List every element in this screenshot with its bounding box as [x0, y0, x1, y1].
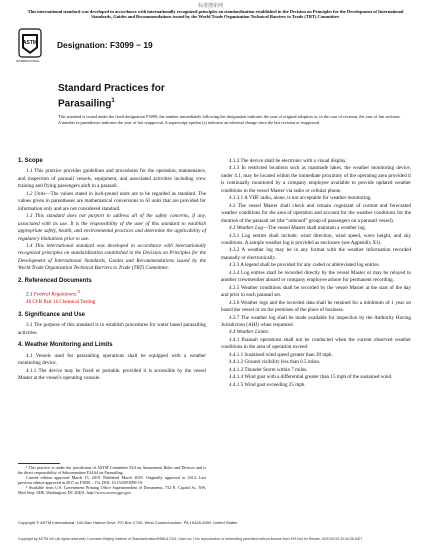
- title-line1: Standard Practices for: [58, 83, 165, 94]
- para-4-4-1: 4.4.1 Parasail operations shall not be conducted when the current observed weather conditions in the area of operation exceed:: [221, 336, 411, 351]
- para-4-3: 4.3 Weather Log—The vessel Master shall maintain a weather log.: [229, 225, 367, 232]
- para-4-1: 4.1 Vessels used for parasailing operations shall be equipped with a weather monitoring device.: [18, 352, 206, 367]
- para-4-4-1-1: 4.4.1.1 Sustained wind speed greater than 20 mph.: [229, 351, 333, 358]
- svg-text:ASTM: ASTM: [22, 40, 38, 46]
- para-1-3: 1.3 This standard does not purport to address all of the safety concerns, if any, associated with its use. It is the responsibility of the user of this standard to establish appropriate safety, health, and environmental practices and determine the applicability of regulatory limitations prior to use.: [18, 213, 206, 242]
- logo-sub: INTERNATIONAL: [16, 59, 40, 63]
- section-2-heading: 2. Referenced Documents: [18, 277, 92, 284]
- title-sup: 1: [111, 98, 115, 105]
- para-4-3-2: 4.3.2 A weather log may be in any format with the weather information recorded manually or electronically.: [221, 247, 411, 261]
- para-4-4-1-5: 4.4.1.5 Wind gust exceeding 25 mph.: [229, 381, 306, 388]
- para-4-3-4: 4.3.4 Log entries shall be recorded directly by the vessel Master or may be relayed to another crewmember aboard or company employee ashore for permanent recording.: [221, 269, 411, 284]
- footnote-2: ² Available from U.S. Government Printing Office Superintendent of Documents, 732 N. Capitol St., NW, Mail Stop: SDE, Washington, DC 20401, http://www.access.gpo.gov.: [18, 485, 206, 496]
- para-4-4: 4.4 Weather Limits:: [229, 329, 270, 336]
- designation: Designation: F3099 − 19: [57, 40, 153, 50]
- footnote-1b: Current edition approved March 15, 2019. Published March 2019. Originally approved in 2014. Last previous edition approved in 2017 as F3099 – 17a. DOI: 10.1520/F3099-19.: [18, 475, 206, 486]
- para-4-1-3: 4.1.3 In restricted locations such as manmade lakes, the weather monitoring device, under 4.1, may be located within the immediate proximity of the operating area provided it is continually monitored by a company employee available to provide updated weather conditions to the vessel Master via radio or cellular phone.: [221, 165, 411, 194]
- federal-regulations-link[interactable]: Federal Regulations:: [33, 291, 78, 298]
- section-3-heading: 3. Significance and Use: [18, 311, 86, 318]
- footnote-rule: [18, 463, 60, 464]
- para-1-1: 1.1 This practice provides guidelines and procedures for the operation, maintenance, and inspection of parasail vessels, equipment, and associated activities including crew training and flying passengers aloft in a parasail.: [18, 168, 206, 190]
- para-1-4: 1.4 This international standard was developed in accordance with internationally recognized principles on standardization established in the Decision on Principles for the Development of International Standards, Guides and Recommendations issued by the World Trade Organization Technical Barriers to Trade (TBT) Committee.: [18, 242, 206, 272]
- para-2-1: 2.1 Federal Regulations:$^2$: [26, 289, 80, 298]
- footnotes: [18, 465, 206, 496]
- watermark-stamp: 标准搜索网: [198, 4, 224, 9]
- para-4-1-3-1: 4.1.3.1 A VHF radio, alone, is not acceptable for weather monitoring.: [229, 195, 372, 202]
- license-notice: Copyright by ASTM Int'l (all rights reserved); Licensee=Beijing Institute of Standardization/5958117001, User=xx, t No reproduction or networking permitted without license from IHS Not for Resale, 04/10/2019 20:34:38 MDT: [18, 537, 363, 541]
- copyright-footer: Copyright © ASTM International, 100 Barr Harbor Drive, PO Box C700, West Conshohocken, PA 19428-2959. United States: [18, 520, 238, 525]
- title-line2: Parasailing: [58, 98, 112, 110]
- wto-notice: This international standard was developed in accordance with internationally recognized principles on standardization established in the Decision on Principles for the Development of International Standards, Guides and Recommendations issued by the World Trade Organization Technical Barriers to Trade (TBT) Committee.: [27, 9, 404, 20]
- intro-note: This standard is issued under the fixed designation F3099; the number immediately following the designation indicates the year of original adoption or, in the case of revision, the year of last revision. A number in parentheses indicates the year of last reapproval. A superscript epsilon (ε) indicates an editorial change since the last revision or reapproval.: [58, 114, 401, 125]
- para-1-2: 1.2 Units—The values stated in inch-pound units are to be regarded as standard. The values given in parentheses are mathematical conversions to SI units that are provided for information only and are not considered standard.: [18, 190, 206, 212]
- right-column: [221, 158, 411, 389]
- para-4-3-5: 4.3.5 Weather conditions shall be recorded by the vessel Master at the start of the day and prior to each parasail set.: [221, 284, 411, 299]
- para-4-4-1-3: 4.4.1.3 Thunder Storm within 7 miles.: [229, 366, 308, 373]
- para-4-1-1: 4.1.1 The device may be fixed or portable, provided it is accessible by the vessel Master at the vessel's operating console.: [18, 367, 206, 382]
- section-1-heading: 1. Scope: [18, 158, 43, 164]
- footnote-1: ¹ This practice is under the jurisdiction of ASTM Committee F24 on Amusement Rides and Devices and is the direct responsibility of Subcommittee F24.64 on Parasailing.: [18, 465, 206, 476]
- para-4-3-7: 4.3.7 The weather log shall be made available for inspection by the Authority Having Jurisdiction (AHJ) when requested.: [221, 314, 411, 328]
- para-4-4-1-2: 4.4.1.2 Ground visibility less than 0.5 miles.: [229, 359, 321, 366]
- cfr-link[interactable]: 46 CFR Part 16 Chemical Testing: [26, 299, 96, 306]
- para-4-4-1-4: 4.4.1.4 Wind gust with a differential greater than 15 mph of the sustained wind.: [229, 374, 393, 381]
- para-4-3-1: 4.3.1 Log entries shall include: wind direction, wind speed, wave height, and sky conditions. A sample weather log is provided as enclosure (see Appendix X1).: [221, 232, 411, 246]
- para-4-1-2: 4.1.2 The device shall be electronic with a visual display.: [229, 158, 347, 164]
- para-3-1: 3.1 The purpose of this standard is to establish procedures for water based parasailing activities.: [18, 322, 206, 336]
- section-4-heading: 4. Weather Monitoring and Limits: [18, 342, 113, 349]
- para-4-3-6: 4.3.6 Weather logs and the recorded data shall be retained for a minimum of 1 year on board the vessel or on the premises of the place of business.: [221, 299, 411, 314]
- left-column: [18, 158, 206, 383]
- astm-logo: [18, 28, 42, 58]
- para-4-3-3: 4.3.3 A legend shall be provided for any coded or abbreviated log entries.: [229, 262, 380, 269]
- para-4-2: 4.2 The vessel Master shall check and remain cognizant of current and forecasted weather conditions for the area of operation and account for the weather conditions for the duration of the parasail set (the “onboard” group of passengers on a parasail vessel).: [221, 202, 411, 224]
- page-title: [58, 83, 165, 111]
